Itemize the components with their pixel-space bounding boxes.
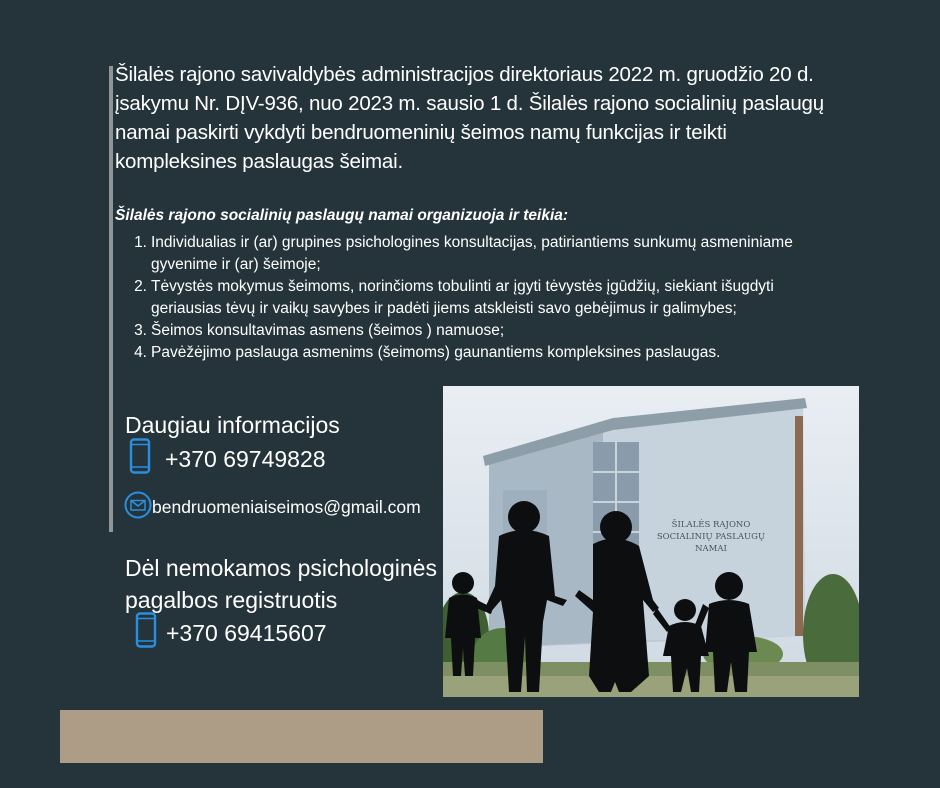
list-item [115,342,845,364]
info-title: Daugiau informacijos [125,412,340,438]
building-family-photo [443,386,859,697]
sign-text: NAMAI [695,544,727,554]
phone-icon [129,438,151,480]
phone-number-link[interactable]: +370 69749828 [165,445,326,472]
list-item [115,232,845,276]
phone-number-link[interactable]: +370 69415607 [166,619,327,646]
list-item [115,320,845,342]
list-item-text: gyvenime ir (ar) šeimoje; [151,256,321,273]
email-row [124,491,421,524]
phone-row-1 [129,438,326,480]
mail-icon [124,491,152,524]
email-link[interactable]: bendruomeniaiseimos@gmail.com [152,497,421,517]
decorative-bar [60,710,543,763]
list-item-text: Individualias ir (ar) grupines psichologines konsultacijas, patiriantiems sunkumų asmeniniame [151,234,793,251]
list-item-number: 1. [134,234,147,251]
intro-line: Šilalės rajono savivaldybės administracijos direktoriaus 2022 m. gruodžio 20 d. [115,63,814,86]
list-item-text: Šeimos konsultavimas asmens (šeimos ) namuose; [151,322,505,339]
sign-text: SOCIALINIŲ PASLAUGŲ [656,532,766,542]
list-item [115,276,845,320]
list-item-text: geriausias tėvų ir vaikų savybes ir padėti jiems atskleisti savo gebėjimus ir galimybes; [151,300,737,317]
intro-line: namai paskirti vykdyti bendruomeninių šeimos namų funkcijas ir teikti [115,121,727,144]
intro-line: kompleksines paslaugas šeimai. [115,150,403,173]
list-item-number: 4. [134,344,147,361]
intro-paragraph [115,60,845,176]
list-item-number: 2. [134,278,147,295]
phone-row-2 [135,612,327,654]
vertical-divider [109,66,113,532]
services-list [115,232,845,364]
list-item-text: Tėvystės mokymus šeimoms, norinčioms tobulinti ar įgyti tėvystės įgūdžių, siekiant išugdyti [151,278,774,295]
registration-text: Dėl nemokamos psichologinės pagalbos registruotis [125,555,437,613]
services-title: Šilalės rajono socialinių paslaugų namai organizuoja ir teikia: [115,207,569,224]
list-item-text: Pavėžėjimo paslauga asmenims (šeimoms) gaunantiems kompleksines paslaugas. [151,344,721,361]
phone-icon [135,612,157,654]
sign-text: ŠILALĖS RAJONO [671,520,751,530]
list-item-number: 3. [134,322,147,339]
intro-line: įsakymu Nr. DĮV-936, nuo 2023 m. sausio 1 d. Šilalės rajono socialinių paslaugų [115,92,824,115]
